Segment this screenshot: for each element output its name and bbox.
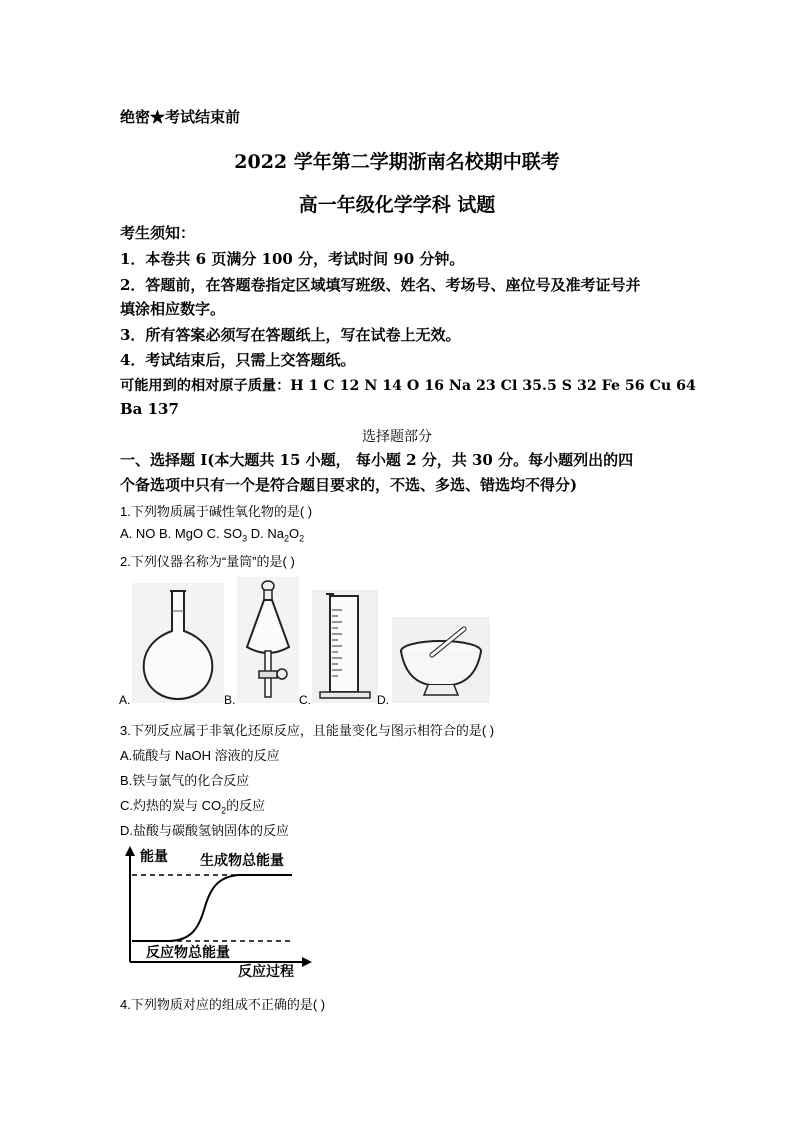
x-axis-label: 反应过程: [238, 964, 294, 980]
question-1-options: A. NO B. MgO C. $SO_3$ D. $Na_2O_2$: [120, 526, 305, 544]
graduated-cylinder-image: [312, 590, 378, 703]
mortar-and-pestle-image: [392, 617, 490, 703]
instruction-item: 3．所有答案必须写在答题纸上，写在试卷上无效。: [120, 326, 461, 344]
option-label: D.: [377, 693, 389, 707]
section-title: 选择题部分: [362, 429, 432, 445]
instruction-item: 4．考试结束后，只需上交答题纸。: [120, 351, 356, 369]
instruction-item: 2．答题前，在答题卷指定区域填写班级、姓名、考场号、座位号及准考证号并: [120, 276, 641, 294]
energy-diagram: [120, 844, 320, 980]
option-label: C.: [299, 693, 311, 707]
exam-title: 2022 学年第二学期浙南名校期中联考: [234, 151, 560, 173]
instruction-item: 填涂相应数字。: [120, 300, 226, 318]
option-label: B.: [224, 693, 236, 707]
question-3-stem: 3.下列反应属于非氧化还原反应，且能量变化与图示相符合的是( ): [120, 723, 495, 738]
question-3-option-c: C.灼热的炭与 $CO_2$的反应: [120, 798, 266, 816]
section-intro: 个备选项中只有一个是符合题目要求的，不选、多选、错选均不得分): [120, 476, 578, 494]
products-energy-label: 生成物总能量: [200, 853, 284, 869]
option-label: A.: [119, 693, 131, 707]
instructions-heading: 考生须知：: [120, 224, 196, 242]
exam-subtitle: 高一年级化学学科 试题: [298, 194, 496, 216]
question-2-stem: 2.下列仪器名称为“量筒”的是( ): [120, 554, 295, 569]
question-3-option-b: B.铁与氯气的化合反应: [120, 773, 250, 788]
question-4-stem: 4.下列物质对应的组成不正确的是( ): [120, 997, 326, 1012]
question-3-option-d: D.盐酸与碳酸氢钠固体的反应: [120, 823, 290, 838]
question-3-option-a: A.硫酸与 NaOH 溶液的反应: [120, 748, 280, 763]
atomic-mass-line: 可能用到的相对原子质量：H 1 C 12 N 14 O 16 Na 23 Cl 35.5 S 32 Fe 56 Cu 64: [120, 378, 696, 394]
y-axis-label: 能量: [140, 849, 168, 865]
reactants-energy-label: 反应物总能量: [146, 945, 230, 961]
atomic-mass-line: Ba 137: [120, 400, 179, 418]
question-1-stem: 1.下列物质属于碱性氧化物的是( ): [120, 504, 313, 519]
separatory-funnel-image: [237, 577, 299, 703]
instruction-item: 1．本卷共 6 页满分 100 分，考试时间 90 分钟。: [120, 250, 465, 268]
section-intro: 一、选择题 I(本大题共 15 小题， 每小题 2 分，共 30 分。每小题列出的四: [120, 451, 634, 469]
volumetric-flask-image: [132, 583, 224, 703]
confidential-mark: 绝密★考试结束前: [120, 108, 241, 126]
